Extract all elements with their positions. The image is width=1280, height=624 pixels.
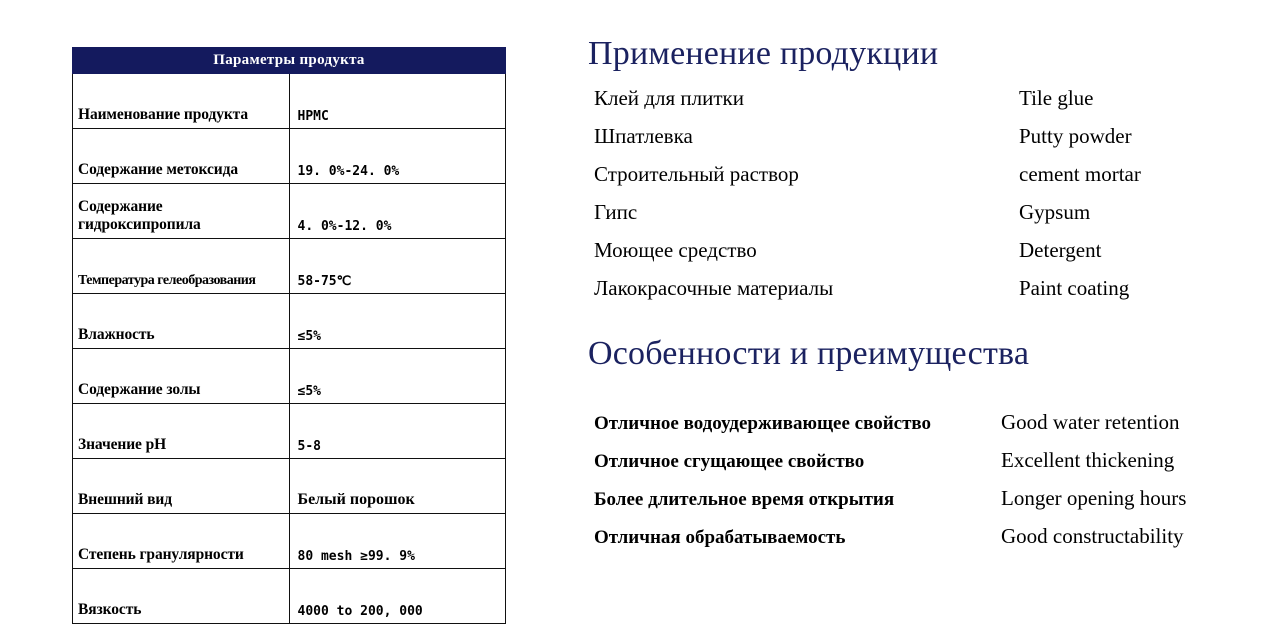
list-item xyxy=(594,162,1141,200)
list-item-label-en: Tile glue xyxy=(1019,85,1094,110)
spec-value-cell: 5-8 xyxy=(289,404,506,459)
list-item-label-ru: Клей для плитки xyxy=(594,85,744,110)
list-item xyxy=(594,410,1186,448)
list-item-label-en: Excellent thickening xyxy=(1001,447,1175,472)
table-title: Параметры продукта xyxy=(73,48,506,74)
list-item-label-ru: Строительный раствор xyxy=(594,161,799,186)
spec-value-cell: 80 mesh ≥99. 9% xyxy=(289,514,506,569)
table-row xyxy=(73,404,506,459)
list-item-label-ru: Отличная обрабатываемость xyxy=(594,526,846,548)
spec-name-cell: Внешний вид xyxy=(73,459,290,514)
table-row xyxy=(73,239,506,294)
table-row xyxy=(73,129,506,184)
spec-name-cell: Содержание золы xyxy=(73,349,290,404)
table-head xyxy=(73,48,506,74)
list-item-label-en: Detergent xyxy=(1019,237,1102,262)
list-item xyxy=(594,448,1186,486)
table-row xyxy=(73,569,506,624)
product-parameters-table xyxy=(72,47,506,624)
spec-name-cell: Температура гелеобразования xyxy=(73,239,290,294)
list-item xyxy=(594,524,1186,562)
spec-name-cell: Вязкость xyxy=(73,569,290,624)
table-row xyxy=(73,184,506,239)
spec-name-cell: Степень гранулярности xyxy=(73,514,290,569)
spec-value-cell: ≤5% xyxy=(289,349,506,404)
applications-heading: Применение продукции xyxy=(588,35,939,72)
spec-value-cell: Белый порошок xyxy=(289,459,506,514)
list-item xyxy=(594,86,1141,124)
list-item-label-en: Paint coating xyxy=(1019,275,1130,300)
features-section xyxy=(588,336,1186,562)
list-item-label-ru: Отличное водоудерживающее свойство xyxy=(594,412,932,434)
product-parameters-table-container xyxy=(72,47,506,624)
list-item xyxy=(594,486,1186,524)
list-item-label-ru: Более длительное время открытия xyxy=(594,488,895,510)
list-item-label-en: Good water retention xyxy=(1001,409,1180,434)
list-item-label-en: Longer opening hours xyxy=(1001,485,1187,510)
table-row xyxy=(73,514,506,569)
table-row xyxy=(73,74,506,129)
spec-value-cell: 4000 to 200, 000 xyxy=(289,569,506,624)
list-item-label-en: Putty powder xyxy=(1019,123,1132,148)
applications-section xyxy=(588,36,1141,314)
table-row xyxy=(73,294,506,349)
list-item-label-ru: Лакокрасочные материалы xyxy=(594,275,834,300)
spec-value-cell: 4. 0%-12. 0% xyxy=(289,184,506,239)
spec-name-cell: Содержание метоксида xyxy=(73,129,290,184)
spec-value-cell: 58-75℃ xyxy=(289,239,506,294)
spec-name-cell: Значение pH xyxy=(73,404,290,459)
spec-value-cell: ≤5% xyxy=(289,294,506,349)
applications-list xyxy=(594,86,1141,314)
table-row xyxy=(73,459,506,514)
list-item-label-ru: Гипс xyxy=(594,199,638,224)
table-header-row xyxy=(73,48,506,74)
features-heading: Особенности и преимущества xyxy=(588,335,1030,372)
list-item-label-en: Gypsum xyxy=(1019,199,1091,224)
list-item-label-en: Good constructability xyxy=(1001,523,1184,548)
spec-name-cell: Наименование продукта xyxy=(73,74,290,129)
list-item xyxy=(594,238,1141,276)
list-item-label-ru: Отличное сгущающее свойство xyxy=(594,450,865,472)
spec-value-cell: HPMC xyxy=(289,74,506,129)
list-item-label-en: cement mortar xyxy=(1019,161,1141,186)
table-row xyxy=(73,349,506,404)
spec-name-cell: Содержание гидроксипропила xyxy=(73,184,290,239)
features-list xyxy=(594,410,1186,562)
list-item xyxy=(594,124,1141,162)
list-item xyxy=(594,276,1141,314)
spec-value-cell: 19. 0%-24. 0% xyxy=(289,129,506,184)
list-item xyxy=(594,200,1141,238)
list-item-label-ru: Шпатлевка xyxy=(594,123,693,148)
spec-name-cell: Влажность xyxy=(73,294,290,349)
list-item-label-ru: Моющее средство xyxy=(594,237,757,262)
table-body xyxy=(73,74,506,624)
